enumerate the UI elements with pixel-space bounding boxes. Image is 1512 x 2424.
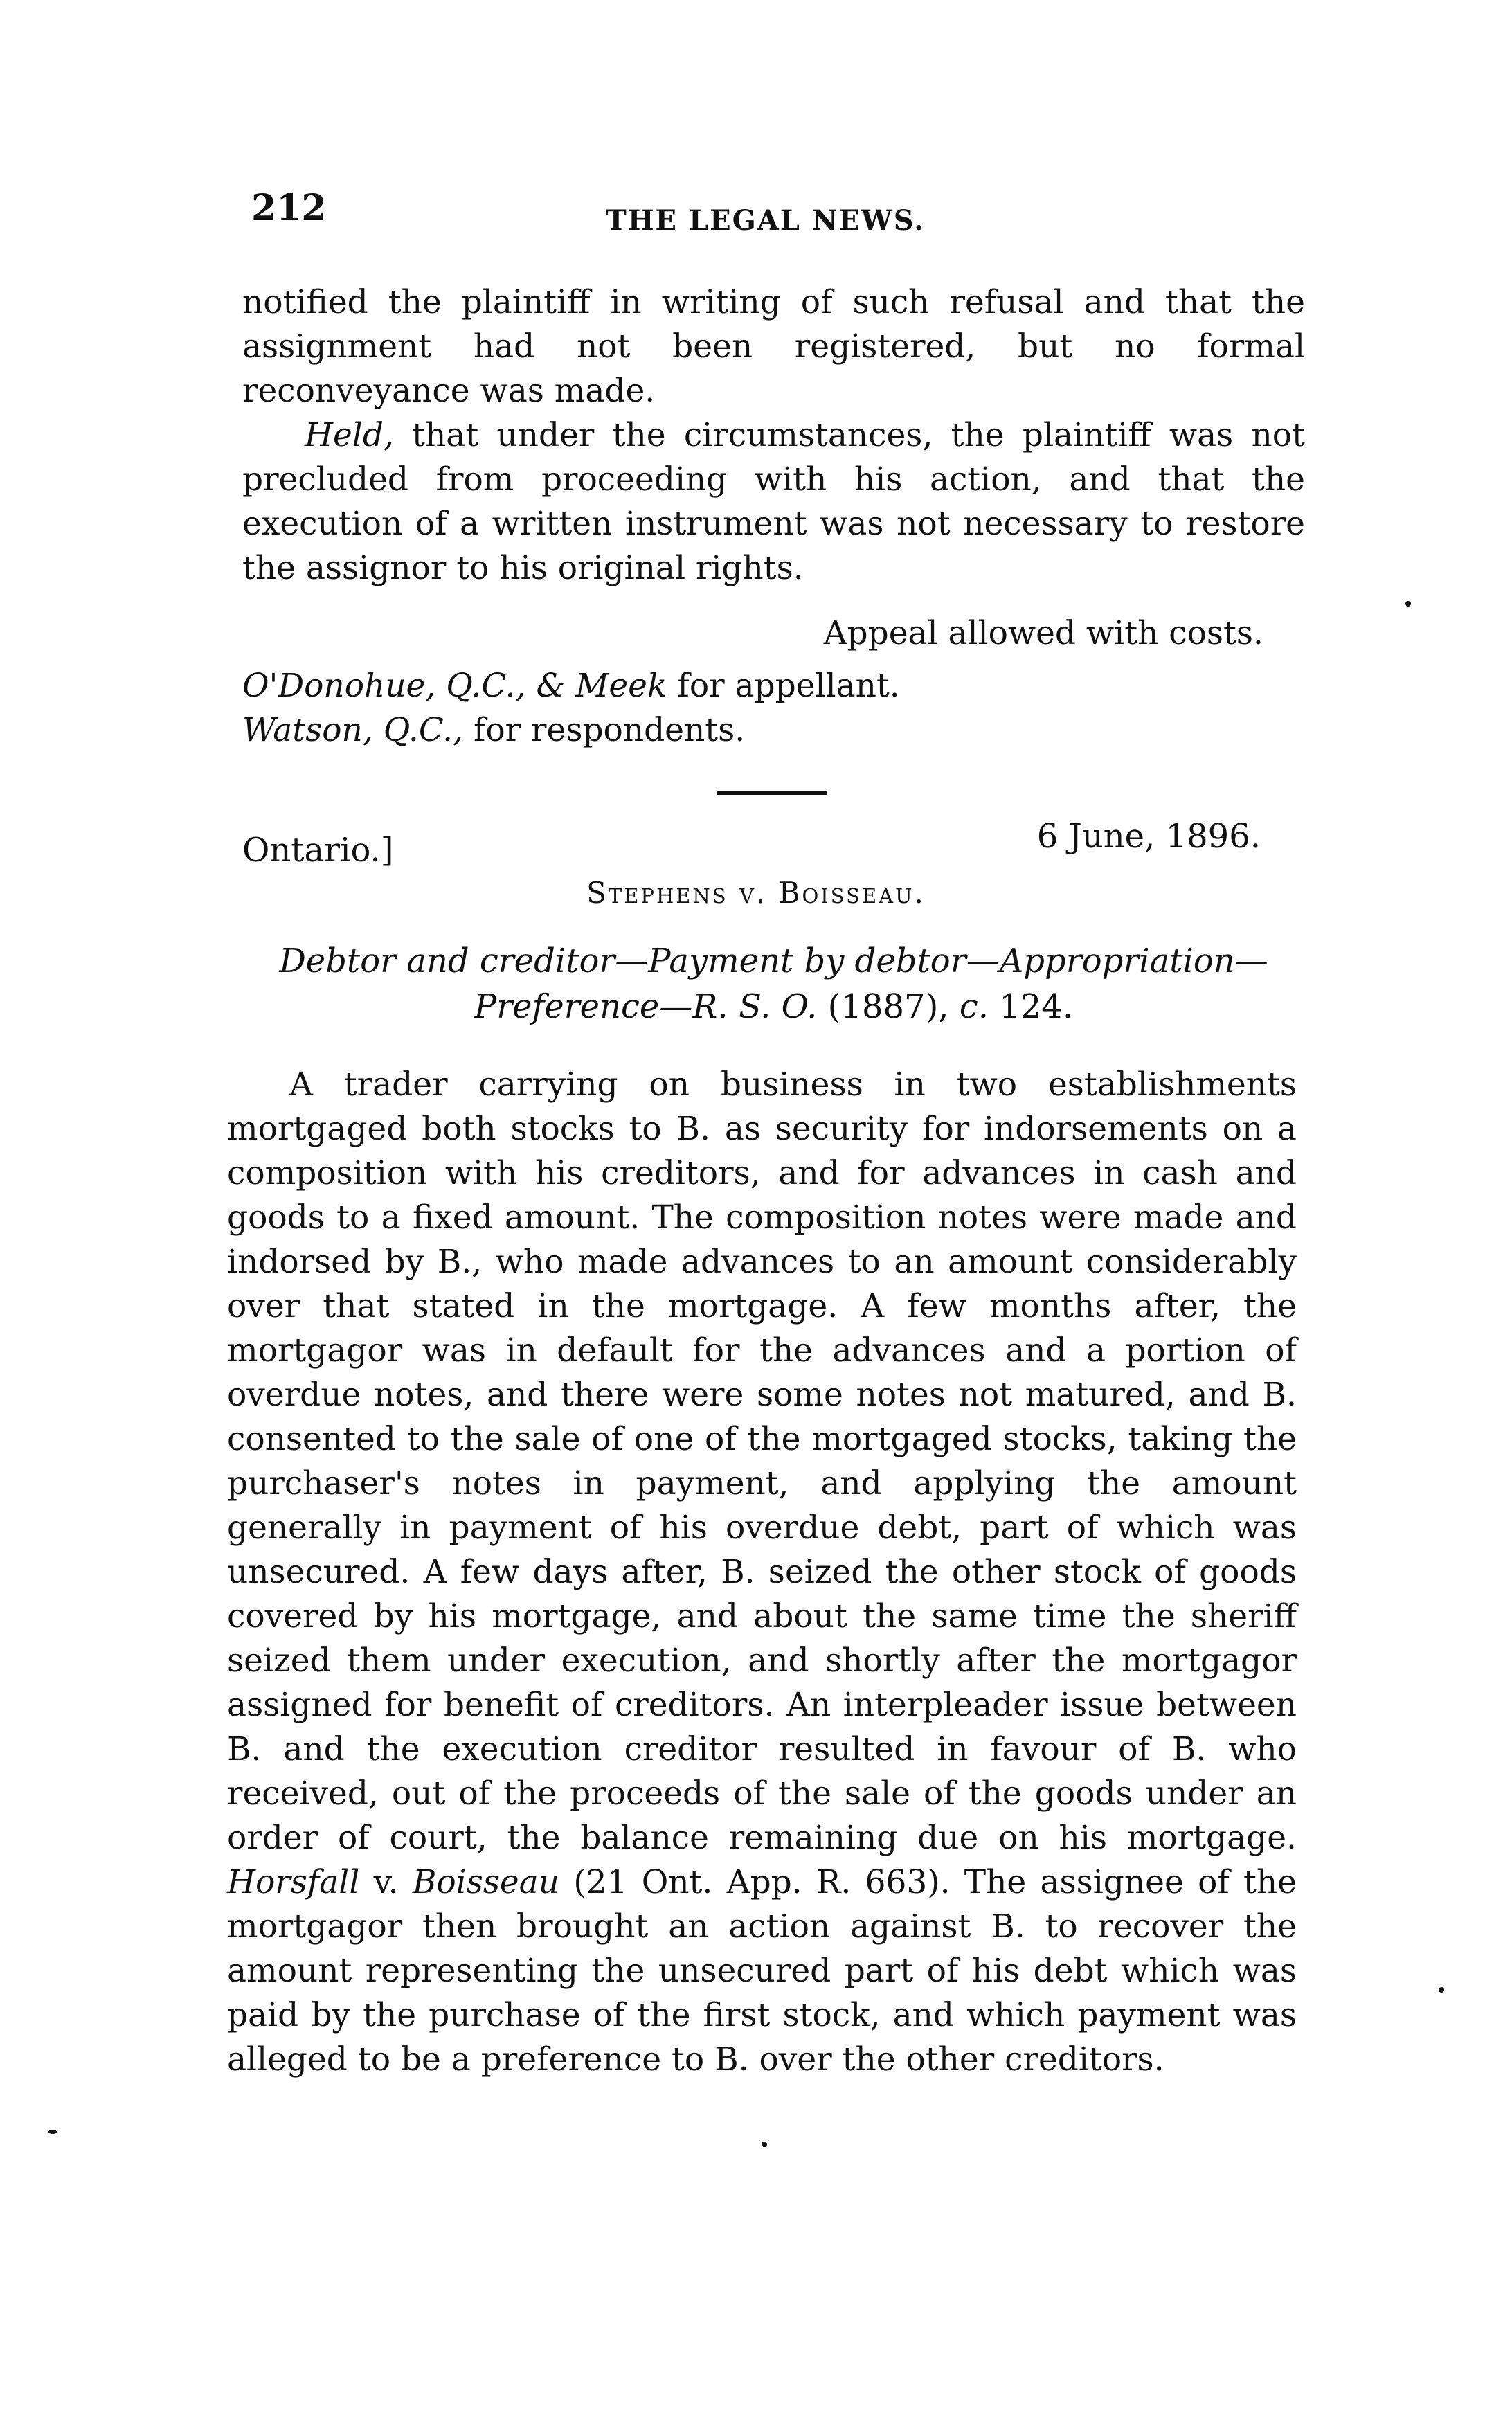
scan-speck bbox=[762, 2142, 767, 2147]
held-text: that under the circumstances, the plaintiff was not precluded from proceeding with his action, and that the execution of a written instrument was not necessary to restore the assignor to his original rights. bbox=[242, 416, 1305, 587]
scan-speck bbox=[48, 2130, 57, 2134]
counsel-appellant bbox=[242, 664, 1305, 708]
citation-party-1: Horsfall bbox=[227, 1863, 360, 1901]
citation-v: v. bbox=[359, 1863, 413, 1901]
counsel-respondent bbox=[242, 708, 1305, 753]
case-title: Stephens v. Boisseau. bbox=[586, 876, 926, 910]
headnote-line-1: Debtor and creditor—Payment by debtor—Appropriation— bbox=[279, 942, 1268, 980]
counsel-appellant-role: for appellant. bbox=[667, 667, 900, 705]
headnote-chapter: 124. bbox=[988, 987, 1074, 1026]
disposition: Appeal allowed with costs. bbox=[823, 614, 1263, 652]
scan-speck bbox=[1439, 1987, 1444, 1993]
scan-speck bbox=[1405, 601, 1411, 607]
headnote-statute: Preference—R. S. O. bbox=[474, 987, 818, 1026]
headnote bbox=[242, 938, 1305, 1030]
held-word: Held, bbox=[305, 416, 394, 454]
counsel-respondent-names: Watson, Q.C., bbox=[242, 711, 463, 749]
section-divider bbox=[717, 791, 827, 795]
headnote-chapter-abbrev: c. bbox=[959, 987, 989, 1026]
counsel-appellant-names: O'Donohue, Q.C., & Meek bbox=[242, 667, 667, 705]
running-head: THE LEGAL NEWS. bbox=[606, 204, 926, 237]
held-paragraph bbox=[242, 413, 1305, 591]
citation-party-2: Boisseau bbox=[412, 1863, 560, 1901]
prior-case-section bbox=[242, 280, 1305, 753]
headnote-year: (1887), bbox=[817, 987, 960, 1026]
body-text-part-2: (21 Ont. App. R. 663). The assignee of the mortgagor then brought an action against B. to recover the amount representing the unsecured part of his debt which was paid by the purchase of the first stock, and which payment was alleged to be a preference to B. over the other creditors. bbox=[227, 1863, 1297, 2079]
prior-case-paragraph: notified the plaintiff in writing of such refusal and that the assignment had not been registered, but no formal reconveyance was made. bbox=[242, 283, 1305, 410]
counsel-respondent-role: for respondents. bbox=[463, 711, 746, 749]
decision-date: 6 June, 1896. bbox=[1036, 817, 1261, 856]
body-text-part-1: A trader carrying on business in two establishments mortgaged both stocks to B. as security for indorsements on a composition with his creditors, and for advances in cash and goods to a fixed amount. The composition notes were made and indorsed by B., who made advances to an amount considerably over that stated in the mortgage. A few months after, the mortgagor was in default for the advances and a portion of overdue notes, and there were some notes not matured, and B. consented to the sale of one of the mortgaged stocks, taking the purchaser's notes in payment, and applying the amount generally in payment of his overdue debt, part of which was unsecured. A few days after, B. seized the other stock of goods covered by his mortgage, and about the same time the sheriff seized them under execution, and shortly after the mortgagor assigned for benefit of creditors. An interpleader issue between B. and the execution creditor resulted in favour of B. who received, out of the proceeds of the sale of the goods under an order of court, the balance remaining due on his mortgage. bbox=[227, 1066, 1297, 1857]
case-body bbox=[227, 1063, 1297, 2082]
page-number: 212 bbox=[251, 187, 327, 229]
court-label: Ontario.] bbox=[242, 831, 394, 870]
case-body-paragraph bbox=[227, 1063, 1297, 2082]
